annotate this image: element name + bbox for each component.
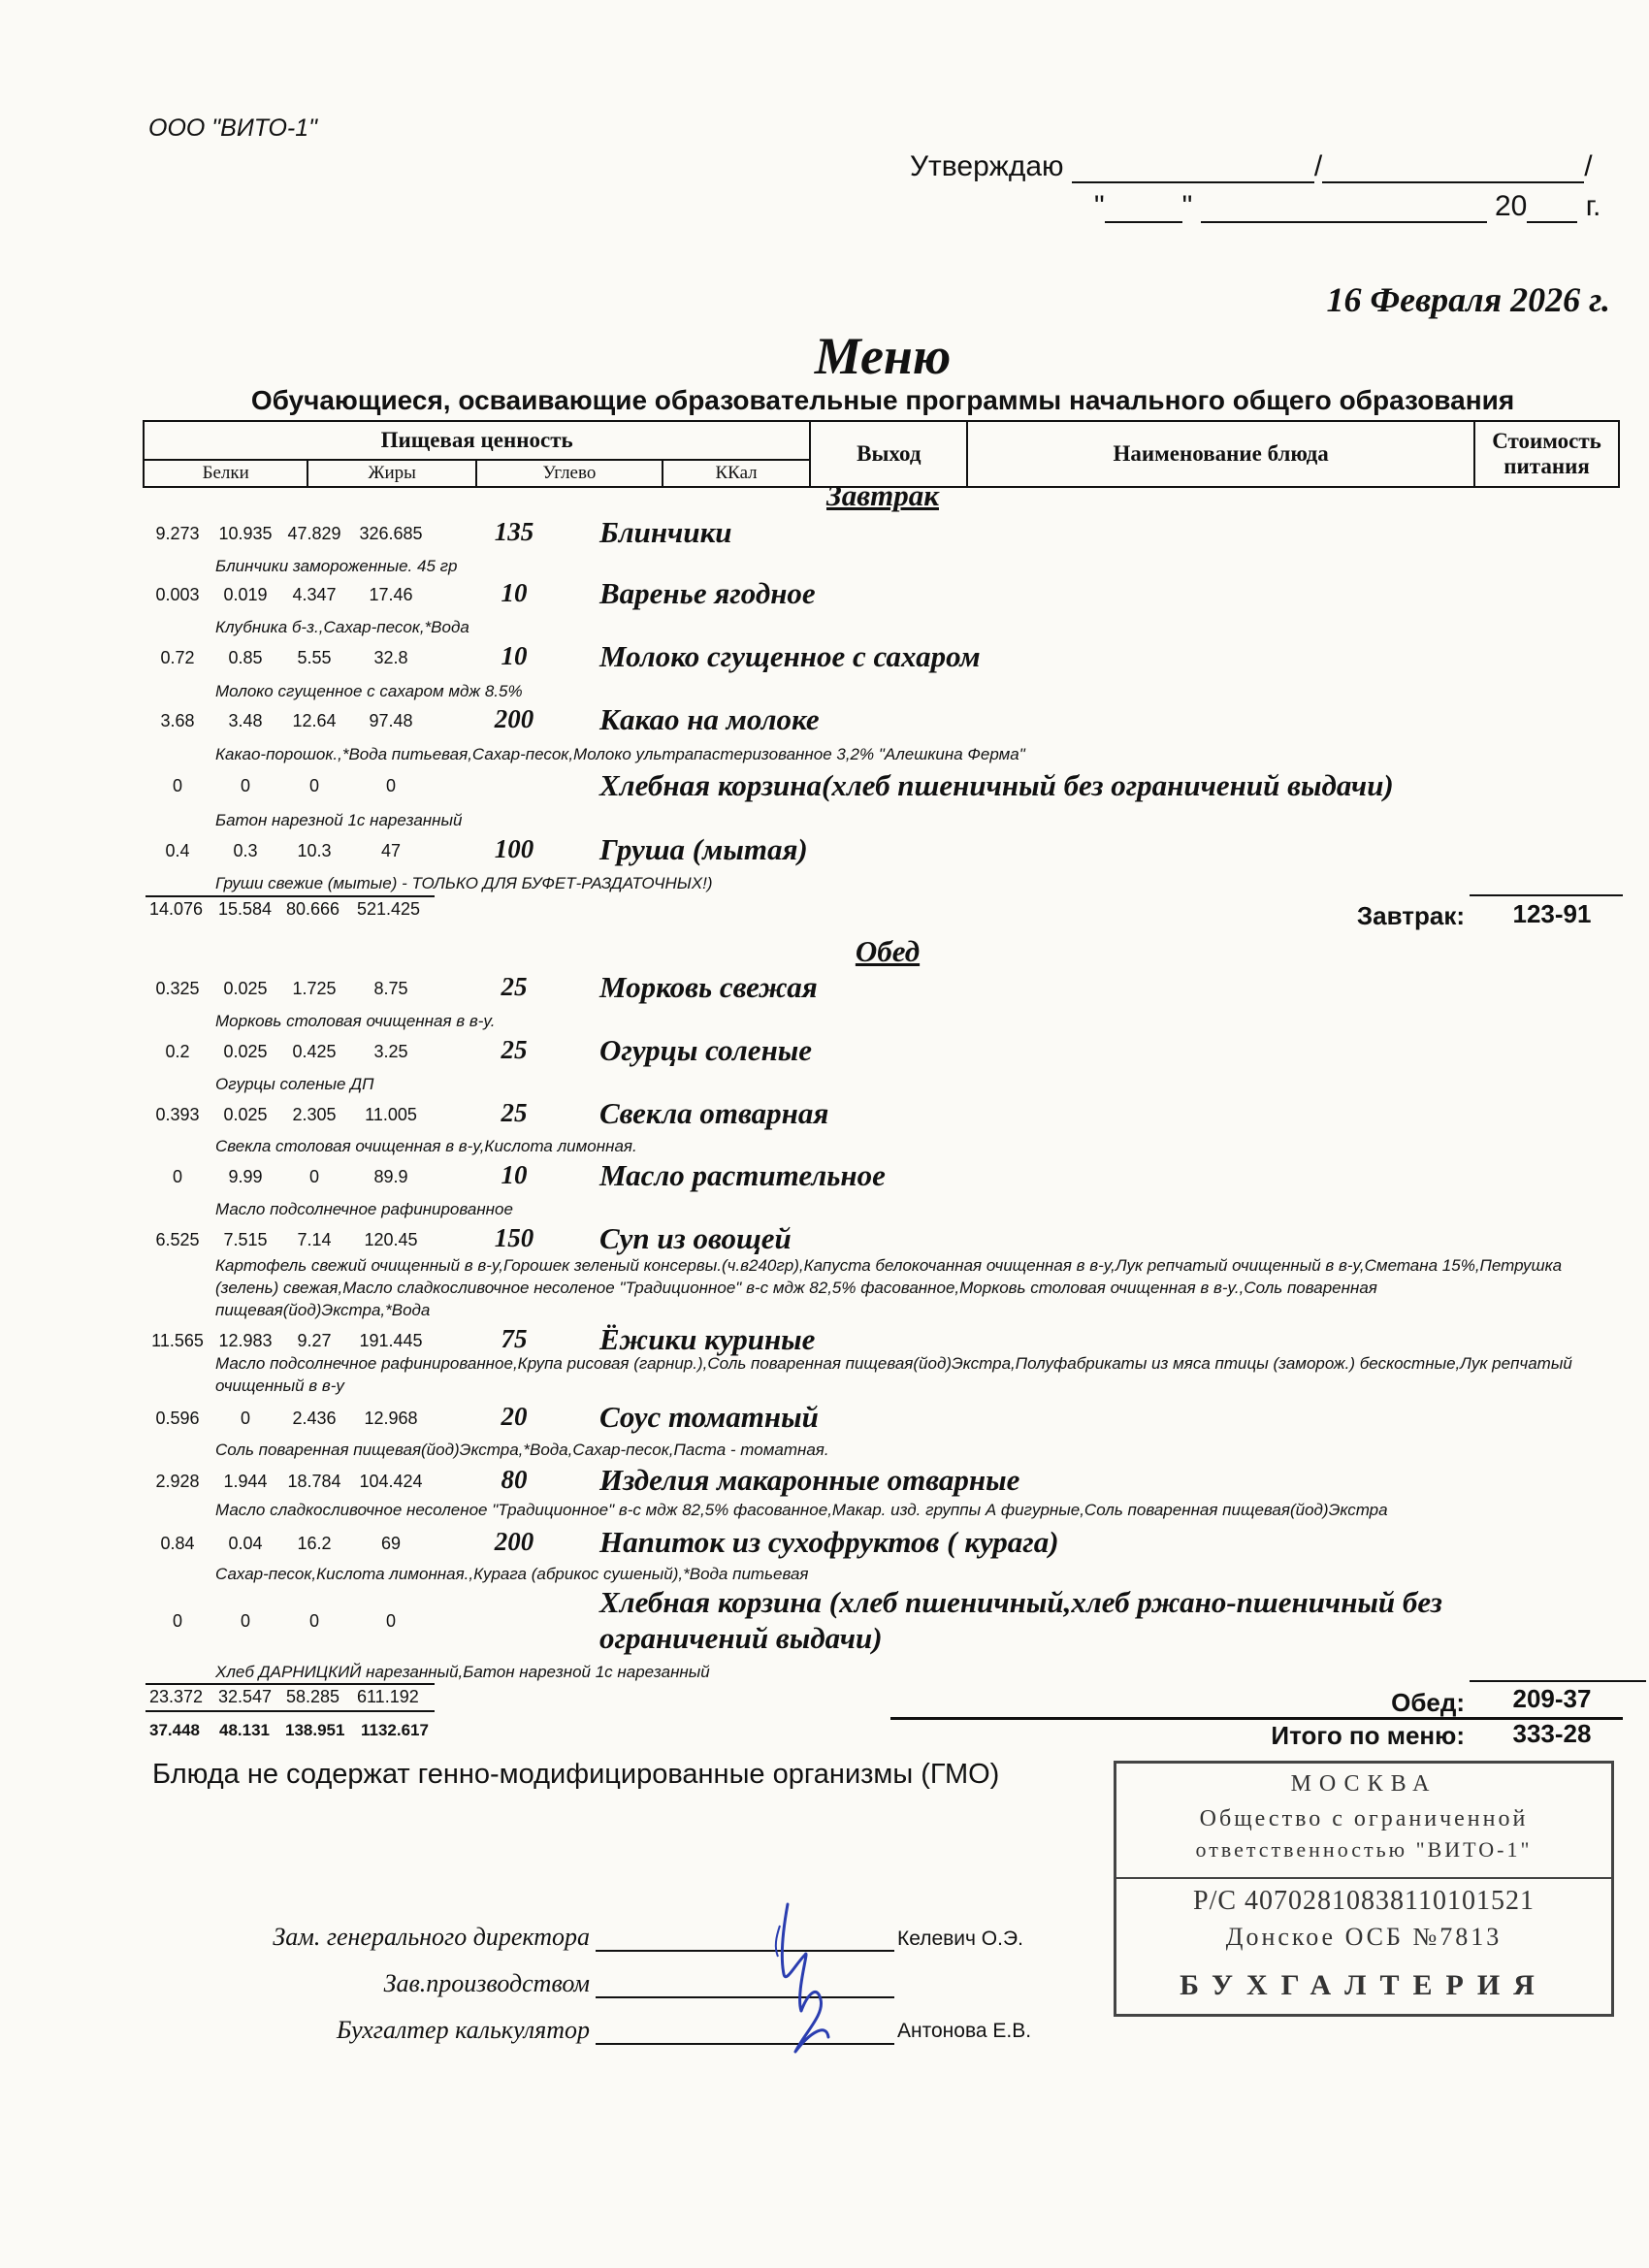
grand-total-kcal: 1132.617: [361, 1721, 429, 1739]
dish-name: Хлебная корзина(хлеб пшеничный без ограничений выдачи): [599, 768, 1394, 802]
grand-total-carb: 138.951: [285, 1721, 345, 1739]
carb-value: 9.27: [297, 1331, 332, 1350]
dish-ingredients: Огурцы соленые ДП: [215, 1075, 374, 1093]
carb-value: 0.425: [292, 1042, 337, 1061]
stamp-line-2: ответственностью "ВИТО-1": [1195, 1837, 1533, 1862]
dish-name: Свекла отварная: [599, 1096, 829, 1130]
dish-ingredients: Масло подсолнечное рафинированное: [215, 1200, 513, 1218]
dish-name: Изделия макаронные отварные: [599, 1463, 1020, 1497]
yield-value: 200: [494, 1527, 534, 1556]
gmo-note: Блюда не содержат генно-модифицированные организмы (ГМО): [152, 1759, 1000, 1790]
approval-label: Утверждаю: [910, 150, 1064, 182]
month-blank: [1201, 192, 1487, 223]
protein-value: 0: [172, 1167, 182, 1186]
menu-date: 16 Февраля 2026 г.: [1326, 280, 1610, 319]
kcal-value: 104.424: [359, 1472, 423, 1491]
breakfast-total-protein: 14.076: [149, 899, 204, 919]
protein-value: 0.325: [155, 979, 200, 998]
carb-value: 1.725: [292, 979, 337, 998]
kcal-value: 17.46: [369, 585, 413, 604]
lunch-totals-rule: [146, 1683, 435, 1685]
kcal-value: 120.45: [364, 1230, 418, 1249]
signature-role: Бухгалтер калькулятор: [337, 2016, 590, 2044]
lunch-total-protein: 23.372: [149, 1687, 204, 1706]
protein-value: 0: [172, 1611, 182, 1631]
grand-total-protein: 37.448: [149, 1721, 200, 1739]
fat-value: 9.99: [228, 1167, 263, 1186]
signature-name: Келевич О.Э.: [897, 1928, 1023, 1950]
dish-name: Суп из овощей: [599, 1221, 792, 1255]
kcal-value: 89.9: [373, 1167, 408, 1186]
fat-value: 7.515: [223, 1230, 268, 1249]
breakfast-sum-label: Завтрак:: [1356, 901, 1465, 930]
fat-value: 0: [240, 1409, 250, 1428]
dish-name: Соус томатный: [599, 1400, 819, 1434]
protein-value: 6.525: [155, 1230, 200, 1249]
lunch-sum-label: Обед:: [1391, 1688, 1465, 1717]
protein-value: 0.4: [165, 841, 190, 860]
lunch-sum-value: 209-37: [1512, 1684, 1592, 1713]
grand-sum-value: 333-28: [1512, 1719, 1592, 1748]
dish-name: Варенье ягодное: [599, 576, 816, 610]
year-blank: [1527, 192, 1577, 223]
dish-name: Хлебная корзина (хлеб пшеничный,хлеб ржано-пшеничный без ограничений выдачи): [599, 1585, 1442, 1655]
header-kcal: ККал: [663, 460, 811, 487]
dish-name: Напиток из сухофруктов ( курага): [599, 1525, 1059, 1559]
fat-value: 0.025: [223, 1105, 268, 1124]
carb-value: 4.347: [292, 585, 337, 604]
yield-value: 100: [494, 834, 534, 863]
kcal-value: 0: [385, 776, 396, 795]
dish-ingredients: Батон нарезной 1с нарезанный: [215, 811, 463, 829]
stamp-bank: Донское ОСБ №7813: [1225, 1923, 1503, 1951]
carb-value: 16.2: [297, 1534, 332, 1553]
dish-ingredients: Хлеб ДАРНИЦКИЙ нарезанный,Батон нарезной 1с нарезанный: [215, 1663, 710, 1681]
carb-value: 0: [308, 1167, 319, 1186]
yield-value: 25: [501, 1098, 528, 1127]
yield-value: 75: [501, 1324, 528, 1353]
signature-role: Зам. генерального директора: [273, 1923, 590, 1951]
dish-name: Морковь свежая: [599, 970, 818, 1004]
protein-value: 11.565: [151, 1331, 204, 1350]
carb-value: 10.3: [297, 841, 332, 860]
dish-ingredients: Блинчики замороженные. 45 гр: [215, 557, 458, 575]
dish-ingredients: Картофель свежий очищенный в в-у,Горошек зеленый консервы.(ч.в240гр),Капуста белокочанная очищенная в в-у,Лук репчатый очищенный в в-у,Сметана 15%,Петрушка (зелень) свежая,Масло сладкосливочное несоленое "Традиционное" в-с мдж 82,5% фасованное,Морковь столовая очищенная в в-у.,Соль поваренная пищевая(йод)Экстра,*Вода: [215, 1256, 1563, 1319]
protein-value: 3.68: [160, 711, 195, 730]
header-dish: Наименование блюда: [967, 421, 1474, 487]
lunch-total-fat: 32.547: [218, 1687, 273, 1706]
quote-close: ": [1181, 190, 1193, 222]
carb-value: 0: [308, 776, 319, 795]
kcal-value: 191.445: [359, 1331, 423, 1350]
kcal-value: 0: [385, 1611, 396, 1631]
page-subtitle: Обучающиеся, осваивающие образовательные программы начального общего образования: [250, 385, 1515, 415]
dish-name: Огурцы соленые: [599, 1033, 813, 1067]
approval-sep-1: /: [1313, 150, 1323, 182]
lunch-sum-rule: [1470, 1680, 1646, 1682]
dish-name: Молоко сгущенное с сахаром: [599, 639, 981, 673]
lunch-total-carb: 58.285: [286, 1687, 340, 1706]
fat-value: 0.3: [233, 841, 258, 860]
kcal-value: 97.48: [369, 711, 413, 730]
carb-value: 7.14: [297, 1230, 332, 1249]
fat-value: 0.025: [223, 1042, 268, 1061]
yield-value: 10: [501, 641, 528, 670]
fat-value: 12.983: [218, 1331, 273, 1350]
approval-name-blank: [1322, 152, 1584, 183]
stamp-account: Р/С 40702810838110101521: [1193, 1886, 1535, 1916]
dish-name: Какао на молоке: [599, 702, 820, 736]
company-name: ООО "ВИТО-1": [148, 114, 317, 142]
kcal-value: 11.005: [365, 1105, 417, 1124]
carb-value: 18.784: [287, 1472, 341, 1491]
grand-totals-rule: [146, 1710, 435, 1712]
breakfast-total-kcal: 521.425: [357, 899, 421, 919]
approval-sep-2: /: [1584, 150, 1593, 182]
stamp-city: МОСКВА: [1290, 1771, 1438, 1797]
yield-value: 150: [494, 1223, 534, 1252]
approval-signature-blank: [1072, 152, 1314, 183]
stamp-department: БУХГАЛТЕРИЯ: [1180, 1969, 1548, 2001]
dish-ingredients: Свекла столовая очищенная в в-у,Кислота лимонная.: [215, 1137, 637, 1155]
carb-value: 2.305: [292, 1105, 337, 1124]
kcal-value: 8.75: [373, 979, 408, 998]
protein-value: 0.596: [155, 1409, 200, 1428]
breakfast-total-carb: 80.666: [286, 899, 340, 919]
breakfast-total-fat: 15.584: [218, 899, 273, 919]
lunch-total-kcal: 611.192: [357, 1687, 419, 1706]
header-proteins: Белки: [144, 460, 307, 487]
kcal-value: 69: [380, 1534, 402, 1553]
kcal-value: 47: [380, 841, 402, 860]
handwritten-signature-icon: [766, 1887, 863, 2061]
section-title-breakfast: Завтрак: [826, 478, 939, 512]
fat-value: 0.019: [223, 585, 268, 604]
dish-ingredients: Морковь столовая очищенная в в-у.: [215, 1012, 496, 1030]
fat-value: 0: [240, 776, 250, 795]
yield-value: 135: [494, 517, 534, 546]
breakfast-totals-rule: [146, 895, 435, 897]
protein-value: 2.928: [155, 1472, 200, 1491]
dish-ingredients: Молоко сгущенное с сахаром мдж 8.5%: [215, 682, 523, 700]
dish-name: Блинчики: [599, 515, 732, 549]
day-blank: [1105, 192, 1182, 223]
page-title: Меню: [814, 327, 952, 385]
dish-ingredients: Груши свежие (мытые) - ТОЛЬКО ДЛЯ БУФЕТ-РАЗДАТОЧНЫХ!): [215, 874, 713, 892]
protein-value: 0.393: [155, 1105, 200, 1124]
approval-line: [910, 150, 1593, 183]
dish-name: Масло растительное: [599, 1158, 886, 1192]
carb-value: 2.436: [292, 1409, 337, 1428]
grand-sum-label: Итого по меню:: [1271, 1721, 1465, 1750]
dish-ingredients: Соль поваренная пищевая(йод)Экстра,*Вода,Сахар-песок,Паста - томатная.: [215, 1441, 829, 1459]
yield-value: 200: [494, 704, 534, 733]
header-nutrition: Пищевая ценность: [144, 421, 810, 460]
header-yield: Выход: [810, 421, 967, 487]
header-carbs: Углево: [476, 460, 663, 487]
dish-ingredients: Какао-порошок.,*Вода питьевая,Сахар-песок,Молоко ультрапастеризованное 3,2% "Алешкина Ферма": [215, 745, 1025, 763]
dish-name: Груша (мытая): [599, 832, 808, 866]
yield-value: 10: [501, 1160, 528, 1189]
fat-value: 0.04: [228, 1534, 263, 1553]
fat-value: 10.935: [218, 524, 273, 543]
dish-ingredients: Клубника б-з.,Сахар-песок,*Вода: [215, 618, 469, 636]
yield-value: 25: [501, 972, 528, 1001]
dish-ingredients: Масло подсолнечное рафинированное,Крупа рисовая (гарнир.),Соль поваренная пищевая(йод)Экстра,Полуфабрикаты из мяса птицы (заморож.) бескостные,Лук репчатый очищенный в в-у: [215, 1354, 1572, 1395]
breakfast-sum-value: 123-91: [1512, 899, 1592, 928]
protein-value: 9.273: [155, 524, 200, 543]
kcal-value: 326.685: [359, 524, 423, 543]
protein-value: 0: [172, 776, 182, 795]
signature-role: Зав.производством: [383, 1969, 590, 1997]
dish-ingredients: Сахар-песок,Кислота лимонная.,Курага (абрикос сушеный),*Вода питьевая: [215, 1565, 809, 1583]
header-fats: Жиры: [307, 460, 476, 487]
dish-name: Ёжики куриные: [599, 1322, 816, 1356]
carb-value: 47.829: [287, 524, 341, 543]
protein-value: 0.72: [160, 648, 195, 667]
dish-ingredients: Масло сладкосливочное несоленое "Традиционное" в-с мдж 82,5% фасованное,Макар. изд. группы А фигурные,Соль поваренная пищевая(йод)Экстра: [215, 1501, 1388, 1519]
year-suffix: г.: [1585, 190, 1601, 222]
approval-date-line: [1094, 190, 1600, 223]
yield-value: 80: [501, 1465, 528, 1494]
grand-total-fat: 48.131: [219, 1721, 270, 1739]
yield-value: 10: [501, 578, 528, 607]
quote-open: ": [1094, 190, 1105, 222]
fat-value: 0.025: [223, 979, 268, 998]
yield-value: 20: [501, 1402, 528, 1431]
fat-value: 0: [240, 1611, 250, 1631]
carb-value: 5.55: [297, 648, 332, 667]
yield-value: 25: [501, 1035, 528, 1064]
carb-value: 12.64: [292, 711, 337, 730]
kcal-value: 12.968: [364, 1409, 418, 1428]
fat-value: 1.944: [223, 1472, 268, 1491]
year-prefix: 20: [1495, 190, 1528, 222]
protein-value: 0.84: [160, 1534, 195, 1553]
signature-name: Антонова Е.В.: [897, 2020, 1032, 2042]
protein-value: 0.003: [155, 585, 200, 604]
carb-value: 0: [308, 1611, 319, 1631]
kcal-value: 3.25: [373, 1042, 408, 1061]
breakfast-sum-rule: [1470, 894, 1623, 896]
protein-value: 0.2: [165, 1042, 190, 1061]
section-title-lunch: Обед: [855, 934, 921, 968]
header-cost: Стоимость питания: [1474, 421, 1619, 487]
kcal-value: 32.8: [373, 648, 408, 667]
fat-value: 0.85: [228, 648, 263, 667]
stamp-line-1: Общество с ограниченной: [1199, 1806, 1529, 1831]
company-stamp: [1114, 1761, 1614, 2017]
stamp-divider: [1116, 1877, 1611, 1879]
fat-value: 3.48: [228, 711, 263, 730]
